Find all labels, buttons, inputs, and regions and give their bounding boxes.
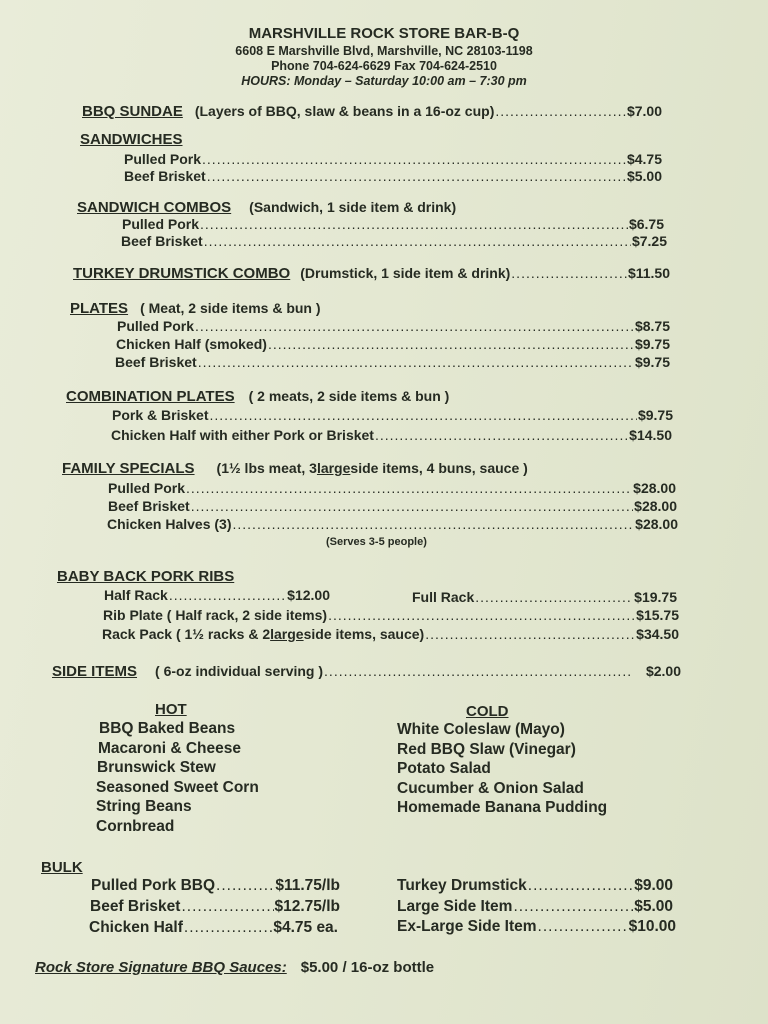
menu-item	[397, 898, 673, 916]
menu-item	[104, 587, 330, 603]
menu-item	[124, 151, 662, 167]
address: 6608 E Marshville Blvd, Marshville, NC 28103-1198	[235, 44, 533, 58]
item-price: $9.75	[637, 407, 673, 423]
hours: HOURS: Monday – Saturday 10:00 am – 7:30 pm	[241, 74, 527, 88]
menu-item	[115, 354, 670, 370]
section-desc: ( 6-oz individual serving )	[155, 663, 324, 679]
menu-item	[102, 626, 679, 642]
section-title: PLATES	[70, 300, 129, 317]
menu-item	[121, 233, 667, 249]
item-name: Half Rack	[104, 587, 168, 603]
section-title-ribs: BABY BACK PORK RIBS	[57, 568, 235, 585]
menu-item	[103, 607, 679, 623]
price: $2.00	[645, 663, 681, 679]
item-price: $6.75	[628, 216, 664, 232]
family-specials-header	[62, 460, 528, 477]
item-name: Rack Pack ( 1½ racks & 2	[102, 626, 271, 642]
menu-item	[117, 318, 670, 334]
item-price: $4.75	[626, 151, 662, 167]
item-price: $19.75	[634, 589, 677, 605]
menu-item	[108, 480, 676, 496]
item-price: $34.50	[636, 626, 679, 642]
section-title: SIDE ITEMS	[52, 663, 138, 680]
item-name: Chicken Half	[89, 919, 183, 936]
item-price: $28.00	[634, 498, 677, 514]
cold-side-item: Potato Salad	[397, 760, 491, 777]
menu-item	[116, 336, 670, 352]
section-title: BBQ SUNDAE	[82, 103, 183, 120]
menu-item	[107, 516, 678, 532]
item-name-emphasis: large	[270, 626, 304, 642]
serves-note: (Serves 3-5 people)	[326, 536, 427, 548]
section-title: FAMILY SPECIALS	[62, 460, 195, 477]
bbq-sundae-row	[82, 103, 662, 120]
item-name: Beef Brisket	[124, 168, 206, 184]
section-desc: (Sandwich, 1 side item & drink)	[249, 199, 457, 215]
item-name: Pulled Pork	[124, 151, 202, 167]
item-price: $28.00	[635, 516, 678, 532]
hot-side-item: Seasoned Sweet Corn	[96, 779, 259, 796]
section-desc: side items, 4 buns, sauce )	[350, 460, 528, 476]
item-price: $9.00	[634, 877, 673, 894]
item-price: $7.25	[631, 233, 667, 249]
restaurant-name: MARSHVILLE ROCK STORE BAR-B-Q	[248, 25, 520, 42]
item-name: Beef Brisket	[90, 898, 181, 915]
price: $7.00	[626, 103, 662, 119]
section-title-sandwiches: SANDWICHES	[80, 131, 183, 148]
cold-title: COLD	[466, 703, 509, 720]
item-name: Turkey Drumstick	[397, 877, 527, 894]
item-name: Pulled Pork	[117, 318, 195, 334]
hot-title: HOT	[155, 701, 187, 718]
turkey-combo-row	[73, 265, 670, 282]
item-price: $11.75/lb	[275, 877, 340, 894]
menu-item	[124, 168, 662, 184]
item-price: $12.75/lb	[274, 898, 340, 915]
menu-item	[397, 918, 676, 936]
item-name: Large Side Item	[397, 898, 513, 915]
hot-side-item: BBQ Baked Beans	[99, 720, 236, 737]
item-name: Chicken Half (smoked)	[116, 336, 267, 352]
menu-item	[90, 898, 340, 916]
section-desc: ( 2 meats, 2 side items & bun )	[248, 388, 450, 404]
item-name: Ex-Large Side Item	[397, 918, 537, 935]
section-title: SANDWICH COMBOS	[77, 199, 232, 216]
menu-item	[108, 498, 677, 514]
item-name: Pulled Pork	[108, 480, 186, 496]
section-desc: (1½ lbs meat, 3	[216, 460, 317, 476]
sandwich-combos-header	[77, 199, 456, 216]
sauce-row	[35, 959, 434, 976]
menu-item	[122, 216, 664, 232]
section-title-bulk: BULK	[41, 859, 83, 876]
item-name: Chicken Half with either Pork or Brisket	[111, 427, 374, 443]
sauce-price: $5.00 / 16-oz bottle	[300, 959, 435, 976]
combination-plates-header	[66, 388, 449, 405]
item-price: $28.00	[633, 480, 676, 496]
section-desc: (Layers of BBQ, slaw & beans in a 16-oz cup)	[194, 103, 495, 119]
item-price: $9.75	[634, 336, 670, 352]
item-price: $14.50	[629, 427, 672, 443]
menu-item	[89, 919, 338, 937]
section-desc: ( Meat, 2 side items & bun )	[140, 300, 321, 316]
hot-side-item: Brunswick Stew	[97, 759, 216, 776]
section-desc-emphasis: large	[316, 460, 351, 476]
menu-item	[112, 407, 673, 423]
item-price: $9.75	[634, 354, 670, 370]
item-name: Beef Brisket	[121, 233, 203, 249]
menu-item	[397, 877, 673, 895]
hot-side-item: Macaroni & Cheese	[98, 740, 241, 757]
item-price: $10.00	[628, 918, 676, 935]
plates-header	[70, 300, 321, 317]
sauce-label: Rock Store Signature BBQ Sauces:	[35, 959, 287, 976]
section-desc: (Drumstick, 1 side item & drink)	[300, 265, 511, 281]
section-title: TURKEY DRUMSTICK COMBO	[73, 265, 291, 282]
item-price: $8.75	[634, 318, 670, 334]
item-name: Chicken Halves (3)	[107, 516, 232, 532]
item-name: Pulled Pork BBQ	[91, 877, 216, 894]
item-name: Full Rack	[412, 589, 475, 605]
item-name: Beef Brisket	[115, 354, 197, 370]
menu-item	[412, 589, 677, 605]
cold-side-item: Cucumber & Onion Salad	[397, 780, 584, 797]
menu-item	[111, 427, 672, 443]
item-name: Beef Brisket	[108, 498, 190, 514]
item-name: side items, sauce)	[303, 626, 425, 642]
hot-side-item: String Beans	[96, 798, 192, 815]
cold-side-item: White Coleslaw (Mayo)	[397, 721, 565, 738]
item-price: $12.00	[287, 587, 330, 603]
item-price: $5.00	[634, 898, 673, 915]
price: $11.50	[627, 265, 670, 281]
item-name: Rib Plate ( Half rack, 2 side items)	[103, 607, 328, 623]
menu-item	[91, 877, 340, 895]
item-price: $5.00	[626, 168, 662, 184]
cold-side-item: Homemade Banana Pudding	[397, 799, 608, 816]
item-price: $15.75	[636, 607, 679, 623]
item-name: Pork & Brisket	[112, 407, 209, 423]
item-price: $4.75 ea.	[273, 919, 338, 936]
hot-side-item: Cornbread	[96, 818, 175, 835]
section-title: COMBINATION PLATES	[66, 388, 235, 405]
item-name: Pulled Pork	[122, 216, 200, 232]
cold-side-item: Red BBQ Slaw (Vinegar)	[397, 741, 576, 758]
phone-fax: Phone 704-624-6629 Fax 704-624-2510	[271, 59, 497, 73]
side-items-row	[52, 663, 681, 680]
